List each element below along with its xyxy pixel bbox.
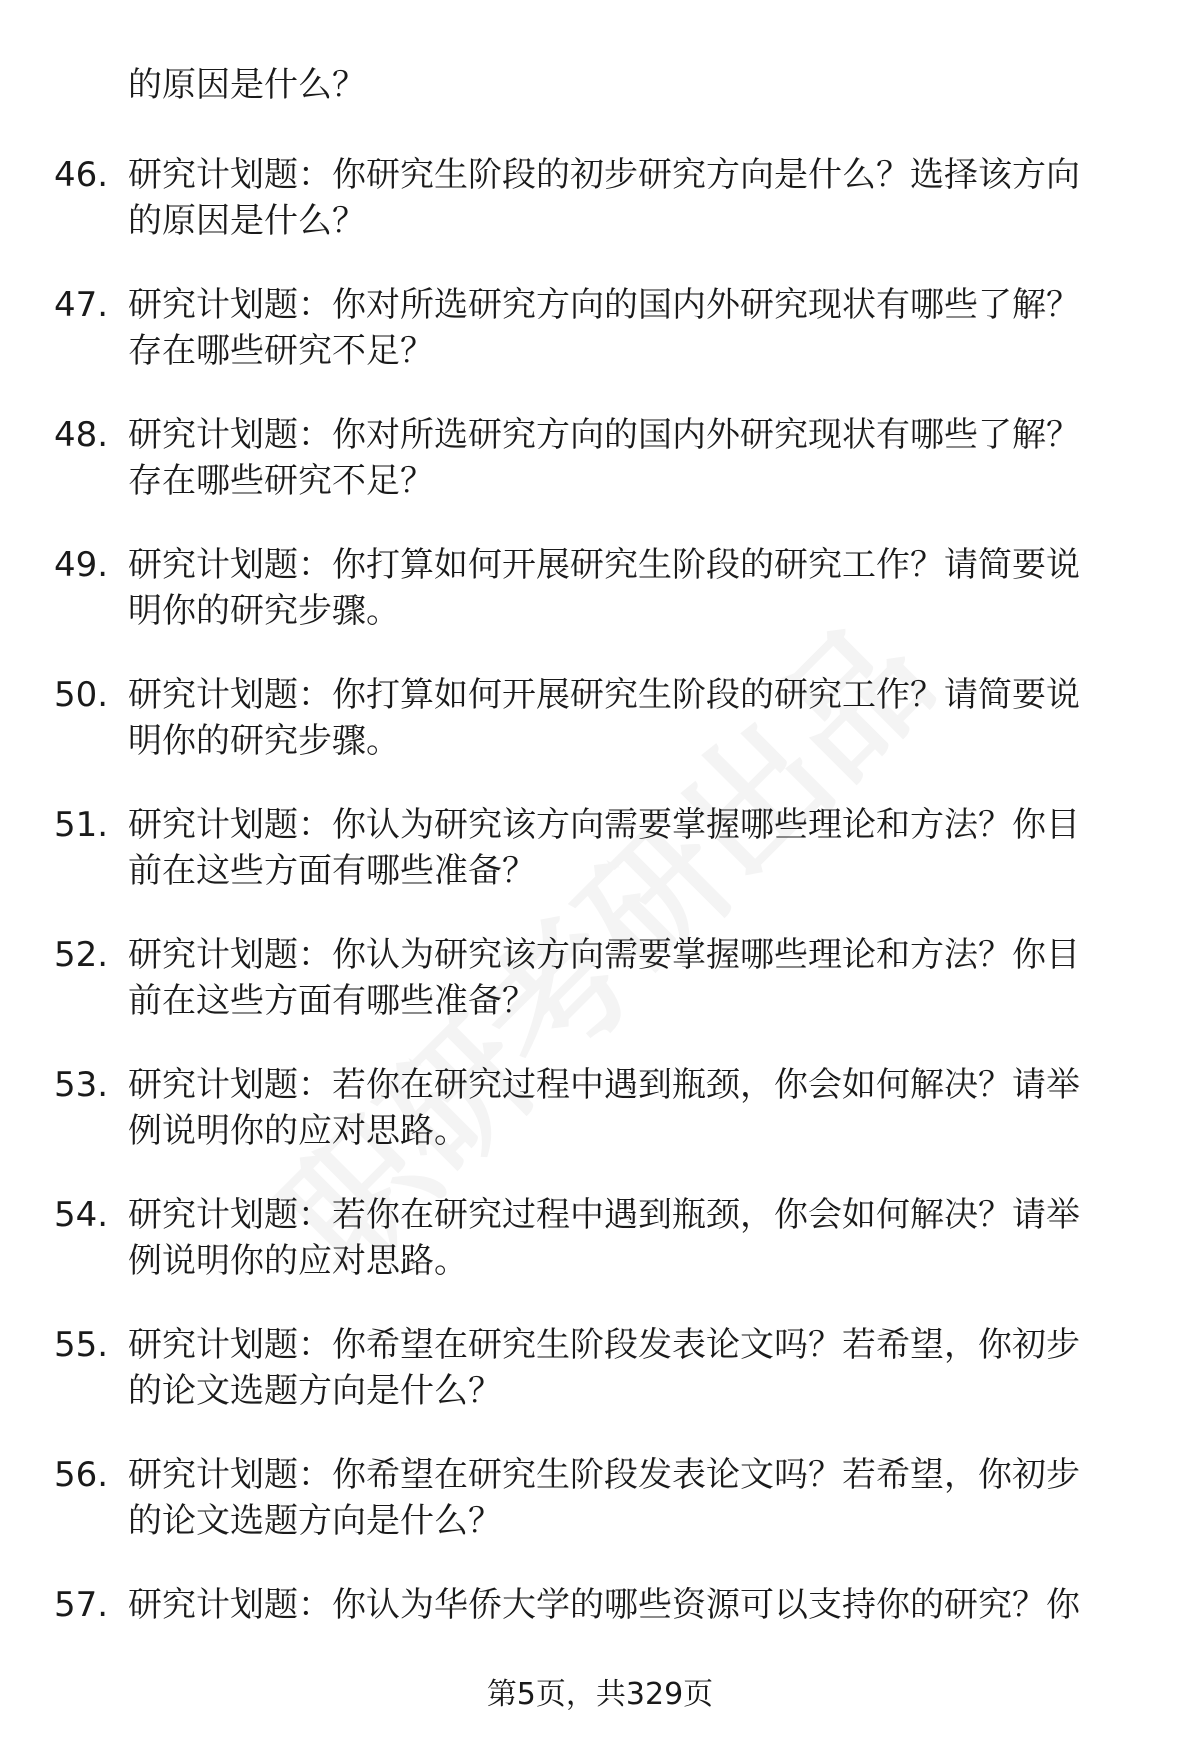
question-item	[0, 282, 1200, 412]
question-line: 研究计划题：你希望在研究生阶段发表论文吗？若希望，你初步	[128, 1325, 1080, 1365]
question-line: 前在这些方面有哪些准备？	[128, 981, 536, 1021]
question-line: 明你的研究步骤。	[128, 721, 400, 761]
question-text	[128, 802, 1138, 894]
question-number: 56.	[54, 1455, 109, 1495]
question-line: 研究计划题：你认为研究该方向需要掌握哪些理论和方法？你目	[128, 935, 1080, 975]
question-text	[128, 282, 1138, 374]
question-line: 的论文选题方向是什么？	[128, 1371, 502, 1411]
question-item	[0, 1322, 1200, 1452]
question-line: 研究计划题：你打算如何开展研究生阶段的研究工作？请简要说	[128, 545, 1080, 585]
page-footer: 第5页，共329页	[486, 1677, 714, 1712]
question-line: 存在哪些研究不足？	[128, 331, 434, 371]
question-list	[0, 152, 1200, 1712]
question-item	[0, 412, 1200, 542]
question-item	[0, 932, 1200, 1062]
question-line: 研究计划题：你打算如何开展研究生阶段的研究工作？请简要说	[128, 675, 1080, 715]
question-line: 研究计划题：你对所选研究方向的国内外研究现状有哪些了解？	[128, 415, 1080, 455]
question-line: 例说明你的应对思路。	[128, 1111, 468, 1151]
question-line: 的原因是什么？	[128, 201, 366, 241]
question-line: 研究计划题：你希望在研究生阶段发表论文吗？若希望，你初步	[128, 1455, 1080, 1495]
question-number: 54.	[54, 1195, 109, 1235]
question-number: 57.	[54, 1585, 109, 1625]
question-text	[128, 542, 1138, 634]
question-line: 研究计划题：你认为华侨大学的哪些资源可以支持你的研究？你	[128, 1585, 1080, 1625]
question-number: 53.	[54, 1065, 109, 1105]
question-number: 50.	[54, 675, 109, 715]
continuation-text: 的原因是什么？	[128, 65, 366, 105]
question-item	[0, 802, 1200, 932]
question-number: 47.	[54, 285, 109, 325]
question-number: 48.	[54, 415, 109, 455]
question-line: 研究计划题：若你在研究过程中遇到瓶颈，你会如何解决？请举	[128, 1195, 1080, 1235]
question-number: 52.	[54, 935, 109, 975]
question-text	[128, 152, 1138, 244]
question-text	[128, 1582, 1138, 1628]
question-line: 明你的研究步骤。	[128, 591, 400, 631]
question-text	[128, 412, 1138, 504]
question-item	[0, 542, 1200, 672]
question-line: 例说明你的应对思路。	[128, 1241, 468, 1281]
question-line: 研究计划题：你对所选研究方向的国内外研究现状有哪些了解？	[128, 285, 1080, 325]
question-text	[128, 1062, 1138, 1154]
question-text	[128, 672, 1138, 764]
question-line: 前在这些方面有哪些准备？	[128, 851, 536, 891]
question-line: 研究计划题：你认为研究该方向需要掌握哪些理论和方法？你目	[128, 805, 1080, 845]
question-item	[0, 1062, 1200, 1192]
question-item	[0, 152, 1200, 282]
question-number: 55.	[54, 1325, 109, 1365]
question-line: 研究计划题：若你在研究过程中遇到瓶颈，你会如何解决？请举	[128, 1065, 1080, 1105]
question-number: 49.	[54, 545, 109, 585]
question-item	[0, 1452, 1200, 1582]
question-text	[128, 932, 1138, 1024]
question-item	[0, 1192, 1200, 1322]
question-line: 的论文选题方向是什么？	[128, 1501, 502, 1541]
question-number: 46.	[54, 155, 109, 195]
question-item	[0, 672, 1200, 802]
question-number: 51.	[54, 805, 109, 845]
question-text	[128, 1322, 1138, 1414]
question-line: 存在哪些研究不足？	[128, 461, 434, 501]
question-line: 研究计划题：你研究生阶段的初步研究方向是什么？选择该方向	[128, 155, 1080, 195]
question-text	[128, 1452, 1138, 1544]
question-text	[128, 1192, 1138, 1284]
